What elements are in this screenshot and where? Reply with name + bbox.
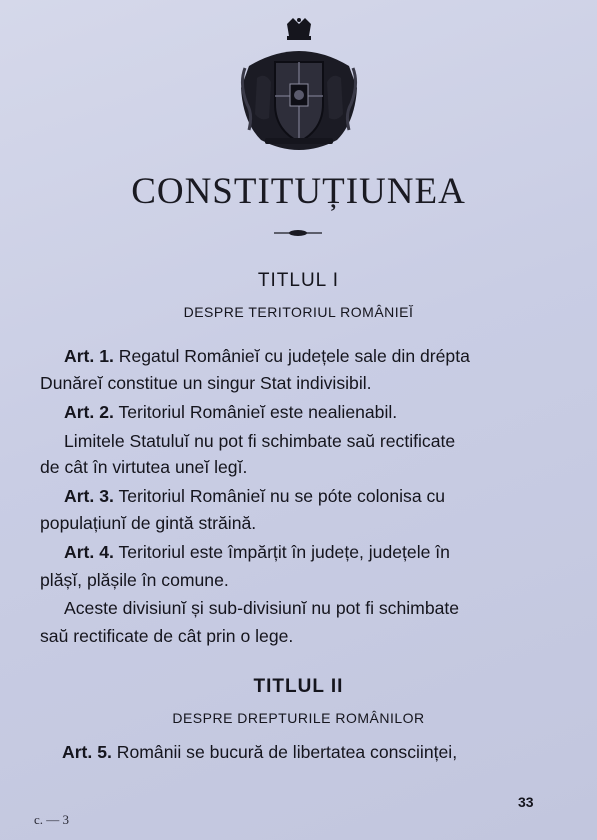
article-label: Art. 5. — [62, 742, 112, 762]
text-line — [64, 486, 445, 507]
text-line — [40, 626, 293, 647]
article-text: populațiunĭ de gintă străină. — [40, 513, 257, 533]
article-text: Românii se bucură de libertatea consciinței, — [111, 742, 458, 762]
article-label: Art. 4. — [64, 542, 114, 562]
ornamental-divider — [272, 228, 324, 238]
article-label: Art. 2. — [64, 402, 114, 422]
text-line — [40, 457, 247, 478]
article-text: Limitele Statuluĭ nu pot fi schimbate saŭ rectificate — [64, 431, 456, 451]
page-number: 33 — [518, 794, 534, 810]
section-subheading-1: DESPRE TERITORIUL ROMÂNIEĬ — [183, 304, 414, 320]
article-text: Teritoriul este împărțit în județe, județele în — [113, 542, 450, 562]
article-text: Regatul Românieĭ cu județele sale din drépta — [113, 346, 470, 366]
article-label: Art. 3. — [64, 486, 114, 506]
article-text: de cât în virtutea uneĭ legĭ. — [40, 457, 248, 477]
article-label: Art. 1. — [64, 346, 114, 366]
text-line — [40, 570, 229, 591]
text-line — [64, 402, 397, 423]
printer-signature-mark: c. — 3 — [34, 812, 70, 827]
article-text: saŭ rectificate de cât prin o lege. — [40, 626, 294, 646]
text-line — [64, 346, 470, 367]
text-line — [64, 598, 459, 619]
text-line — [64, 431, 455, 452]
section-heading-titlul-2: TITLUL II — [253, 676, 344, 697]
article-text: Teritoriul Românieĭ este nealienabil. — [113, 402, 398, 422]
text-line — [40, 513, 256, 534]
royal-coat-of-arms-emblem — [235, 18, 363, 153]
article-text: Dunăreĭ constitue un singur Stat indivisibil. — [40, 373, 372, 393]
section-subheading-2: DESPRE DREPTURILE ROMÂNILOR — [172, 710, 425, 726]
text-line — [62, 742, 457, 763]
text-line — [40, 373, 372, 394]
document-main-title: CONSTITUȚIUNEA — [131, 171, 466, 212]
article-text: Aceste divisiunĭ și sub-divisiunĭ nu pot fi schimbate — [64, 598, 460, 618]
article-text: Teritoriul Românieĭ nu se póte colonisa cu — [113, 486, 446, 506]
section-heading-titlul-1: TITLUL I — [257, 270, 340, 291]
text-line — [64, 542, 450, 563]
article-text: plășĭ, plășile în comune. — [40, 570, 229, 590]
